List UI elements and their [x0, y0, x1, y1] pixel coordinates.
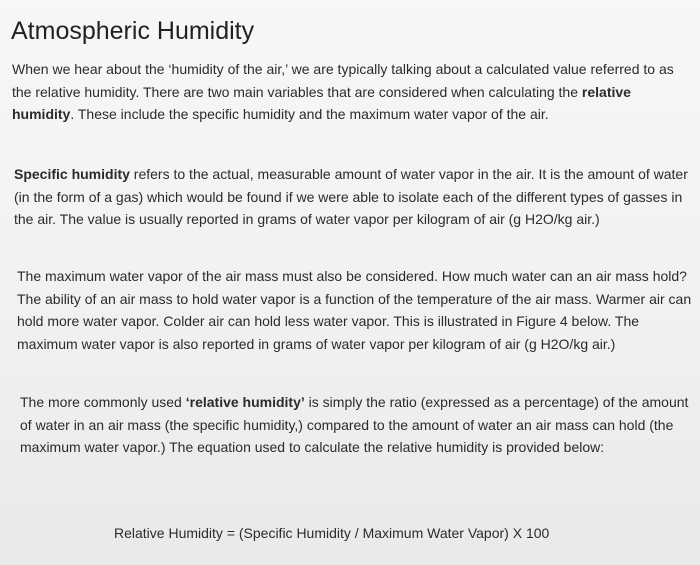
- page-title: Atmospheric Humidity: [11, 17, 255, 45]
- specific-humidity-term: Specific humidity: [14, 166, 130, 182]
- relative-humidity-quoted-term: ‘relative humidity’: [185, 394, 305, 410]
- intro-text-2: . These include the specific humidity and the maximum water vapor of the air.: [70, 106, 549, 122]
- maximum-water-vapor-paragraph: [17, 265, 693, 355]
- relative-humidity-text-1: The more commonly used: [20, 394, 186, 410]
- relative-humidity-text-2: is simply the ratio (expressed as a percentage) of the amount of water in an air mass (the specific humidity,) compared to the amount of water an air mass can hold (the maximum water vapor.) The equation used to calculate the relative humidity is provided below:: [20, 394, 689, 455]
- intro-text-1: When we hear about the ‘humidity of the air,’ we are typically talking about a calculated value referred to as the relative humidity. There are two main variables that are considered when calculating the: [12, 61, 674, 100]
- relative-humidity-term: relative humidity: [12, 83, 631, 122]
- specific-humidity-paragraph: [14, 163, 694, 231]
- relative-humidity-equation: Relative Humidity = (Specific Humidity / Maximum Water Vapor) X 100: [114, 525, 550, 541]
- specific-humidity-text: refers to the actual, measurable amount of water vapor in the air. It is the amount of water (in the form of a gas) which would be found if we were able to isolate each of the different types of gasses in the air. The value is usually reported in grams of water vapor per kilogram of air (g H2O/kg air.): [14, 166, 688, 227]
- maximum-water-vapor-text: The maximum water vapor of the air mass must also be considered. How much water can an air mass hold? The ability of an air mass to hold water vapor is a function of the temperature of the air mass. Warmer air can hold more water vapor. Colder air can hold less water vapor. This is illustrated in Figure 4 below. The maximum water vapor is also reported in grams of water vapor per kilogram of air (g H2O/kg air.): [17, 268, 692, 352]
- intro-paragraph: [12, 58, 692, 126]
- relative-humidity-paragraph: [20, 391, 694, 459]
